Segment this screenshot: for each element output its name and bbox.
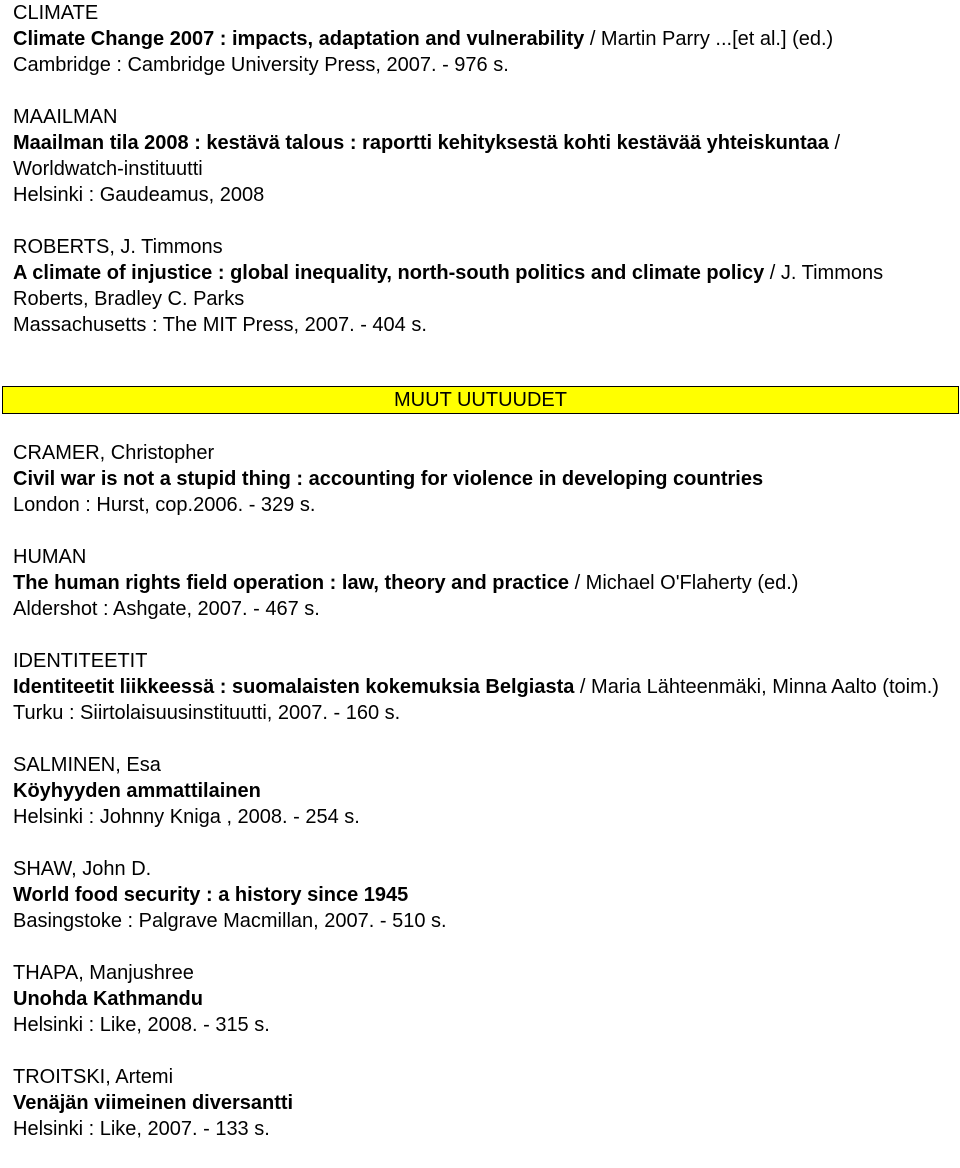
entry-responsibility: / Michael O'Flaherty (ed.)	[569, 572, 799, 594]
entry-publication: Massachusetts : The MIT Press, 2007. - 404 s.	[13, 314, 427, 336]
entry-publication: Basingstoke : Palgrave Macmillan, 2007. - 510 s.	[13, 910, 447, 932]
section-header-label: MUUT UUTUUDET	[394, 389, 567, 411]
entry-title-line	[13, 570, 953, 596]
section-spacer	[13, 364, 953, 386]
entry-responsibility: / Worldwatch-instituutti	[13, 132, 841, 180]
entry-heading: HUMAN	[13, 546, 87, 568]
bibliography-entry-climate	[13, 0, 953, 78]
entry-title: Venäjän viimeinen diversantti	[13, 1092, 294, 1114]
entry-title-line	[13, 26, 953, 52]
section-header-muut-uutuudet	[2, 386, 959, 414]
entry-title: Köyhyyden ammattilainen	[13, 780, 261, 802]
bibliography-entry-troitski	[13, 1064, 953, 1142]
bibliography-entry-salminen	[13, 752, 953, 830]
bibliography-entry-identiteetit	[13, 648, 953, 726]
entry-title: Civil war is not a stupid thing : accounting for violence in developing countries	[13, 468, 764, 490]
entry-title: Unohda Kathmandu	[13, 988, 203, 1010]
entry-publication: Helsinki : Like, 2007. - 133 s.	[13, 1118, 270, 1140]
entry-title-line	[13, 260, 953, 312]
entry-publication: Helsinki : Johnny Kniga , 2008. - 254 s.	[13, 806, 360, 828]
entry-title-line	[13, 882, 953, 908]
entry-title: The human rights field operation : law, theory and practice	[13, 572, 570, 594]
entry-publication: Helsinki : Gaudeamus, 2008	[13, 184, 265, 206]
entry-heading: IDENTITEETIT	[13, 650, 148, 672]
entry-responsibility: / Maria Lähteenmäki, Minna Aalto (toim.)	[574, 676, 939, 698]
entry-title: Maailman tila 2008 : kestävä talous : raportti kehityksestä kohti kestävää yhteiskuntaa	[13, 132, 829, 154]
entry-heading: CLIMATE	[13, 2, 99, 24]
entry-heading: CRAMER, Christopher	[13, 442, 215, 464]
entry-heading: SHAW, John D.	[13, 858, 152, 880]
entry-title: A climate of injustice : global inequality, north-south politics and climate policy	[13, 262, 765, 284]
entry-title: Identiteetit liikkeessä : suomalaisten kokemuksia Belgiasta	[13, 676, 575, 698]
bibliography-entry-thapa	[13, 960, 953, 1038]
entry-title-line	[13, 674, 953, 700]
entry-title-line	[13, 466, 953, 492]
entry-title: Climate Change 2007 : impacts, adaptation and vulnerability	[13, 28, 585, 50]
entry-publication: Aldershot : Ashgate, 2007. - 467 s.	[13, 598, 320, 620]
entry-heading: SALMINEN, Esa	[13, 754, 161, 776]
bibliography-page	[13, 0, 953, 1168]
entry-title-line	[13, 986, 953, 1012]
entry-heading: ROBERTS, J. Timmons	[13, 236, 223, 258]
bibliography-entry-maailman	[13, 104, 953, 208]
entry-publication: Helsinki : Like, 2008. - 315 s.	[13, 1014, 270, 1036]
bibliography-entry-human	[13, 544, 953, 622]
entry-heading: THAPA, Manjushree	[13, 962, 194, 984]
entry-publication: Turku : Siirtolaisuusinstituutti, 2007. - 160 s.	[13, 702, 401, 724]
entry-publication: London : Hurst, cop.2006. - 329 s.	[13, 494, 316, 516]
entry-title-line	[13, 130, 953, 182]
bibliography-entry-cramer	[13, 440, 953, 518]
entry-publication: Cambridge : Cambridge University Press, 2007. - 976 s.	[13, 54, 509, 76]
entry-responsibility: / Martin Parry ...[et al.] (ed.)	[584, 28, 834, 50]
entry-title-line	[13, 778, 953, 804]
bibliography-entry-shaw	[13, 856, 953, 934]
entry-title-line	[13, 1090, 953, 1116]
entry-heading: TROITSKI, Artemi	[13, 1066, 174, 1088]
bibliography-entry-roberts	[13, 234, 953, 338]
entry-title: World food security : a history since 1945	[13, 884, 409, 906]
entry-responsibility: / J. Timmons Roberts, Bradley C. Parks	[13, 262, 884, 310]
entry-heading: MAAILMAN	[13, 106, 118, 128]
